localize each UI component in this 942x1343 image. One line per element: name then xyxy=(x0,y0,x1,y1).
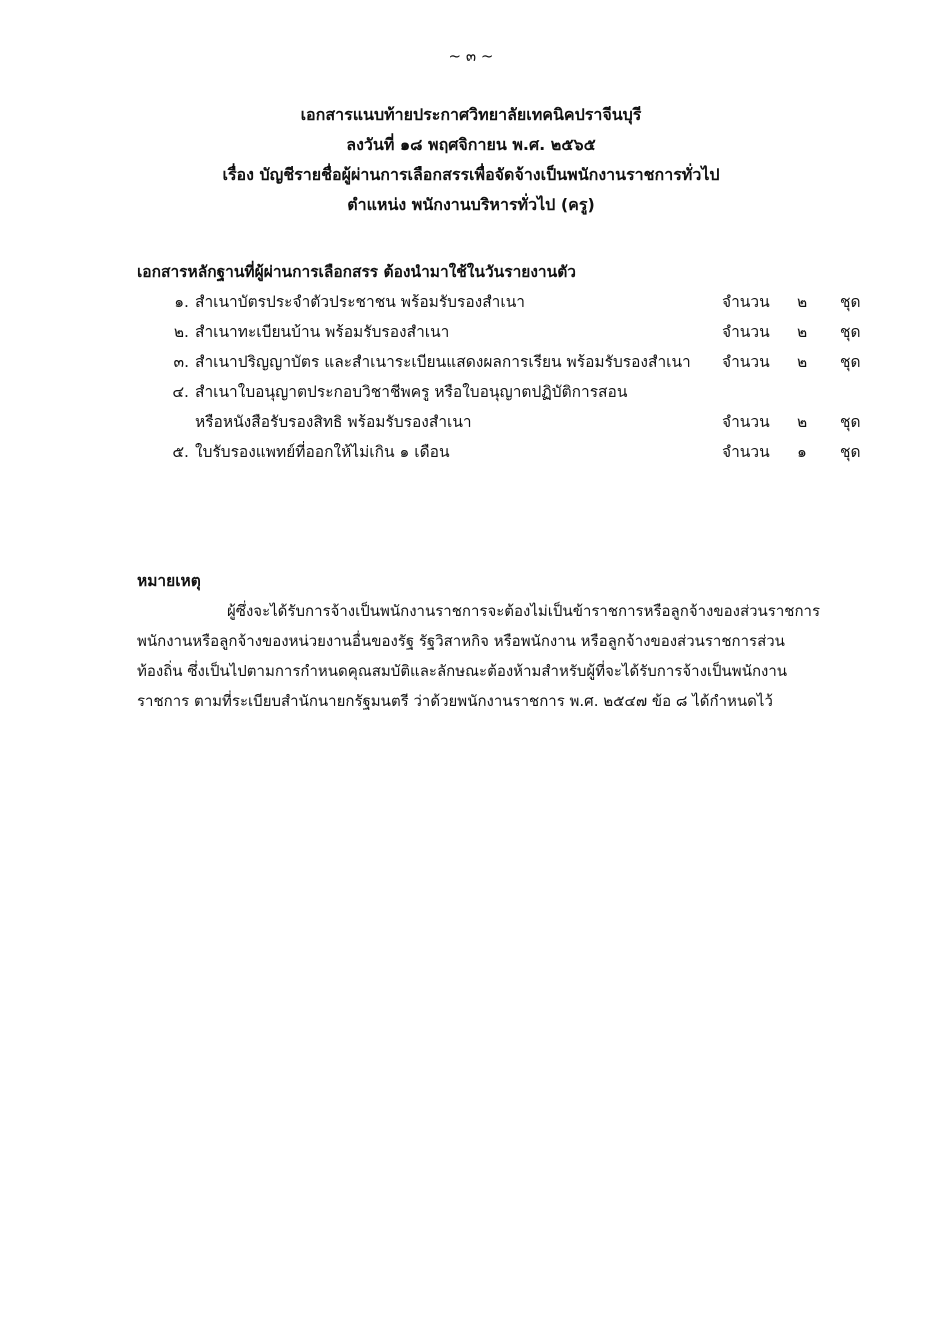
documents-list xyxy=(137,287,877,467)
remark-line: พนักงานหรือลูกจ้างของหน่วยงานอื่นของรัฐ รัฐวิสาหกิจ หรือพนักงาน หรือลูกจ้างของส่วนราชการส่วน xyxy=(137,632,785,650)
item-unit: ชุด xyxy=(840,323,861,341)
item-quantity: ๒ xyxy=(797,413,808,431)
list-item-continuation xyxy=(137,407,877,437)
item-quantity-label: จำนวน xyxy=(722,413,770,431)
item-unit: ชุด xyxy=(840,443,861,461)
list-item xyxy=(137,287,877,317)
item-quantity-label: จำนวน xyxy=(722,323,770,341)
remark-paragraph xyxy=(137,596,877,716)
item-number: ๓. xyxy=(173,353,189,371)
header-subject: เรื่อง บัญชีรายชื่อผู้ผ่านการเลือกสรรเพื่อจัดจ้างเป็นพนักงานราชการทั่วไป xyxy=(222,165,720,184)
list-item xyxy=(137,377,877,407)
item-number: ๕. xyxy=(172,443,189,461)
item-quantity: ๑ xyxy=(797,443,807,461)
item-quantity: ๒ xyxy=(797,323,808,341)
documents-heading: เอกสารหลักฐานที่ผู้ผ่านการเลือกสรร ต้องนำมาใช้ในวันรายงานตัว xyxy=(137,263,576,281)
item-quantity-label: จำนวน xyxy=(722,293,770,311)
item-number: ๑. xyxy=(174,293,189,311)
remark-title: หมายเหตุ xyxy=(137,572,201,590)
item-description: สำเนาทะเบียนบ้าน พร้อมรับรองสำเนา xyxy=(195,323,450,341)
item-description: สำเนาบัตรประจำตัวประชาชน พร้อมรับรองสำเนา xyxy=(195,293,525,311)
item-description: ใบรับรองแพทย์ที่ออกให้ไม่เกิน ๑ เดือน xyxy=(195,443,450,461)
page-number: ~ ๓ ~ xyxy=(448,47,494,65)
item-description: สำเนาปริญญาบัตร และสำเนาระเบียนแสดงผลการเรียน พร้อมรับรองสำเนา xyxy=(195,353,691,371)
item-quantity: ๒ xyxy=(797,293,808,311)
list-item xyxy=(137,317,877,347)
item-unit: ชุด xyxy=(840,353,861,371)
header-position: ตำแหน่ง พนักงานบริหารทั่วไป (ครู) xyxy=(347,195,595,214)
item-number: ๒. xyxy=(173,323,189,341)
header-institution: เอกสารแนบท้ายประกาศวิทยาลัยเทคนิคปราจีนบุรี xyxy=(300,105,642,124)
item-unit: ชุด xyxy=(840,413,861,431)
header-date: ลงวันที่ ๑๘ พฤศจิกายน พ.ศ. ๒๕๖๕ xyxy=(346,135,596,154)
item-number: ๔. xyxy=(172,383,189,401)
document-header xyxy=(0,100,942,220)
item-quantity: ๒ xyxy=(797,353,808,371)
list-item xyxy=(137,437,877,467)
item-unit: ชุด xyxy=(840,293,861,311)
item-description: สำเนาใบอนุญาตประกอบวิชาชีพครู หรือใบอนุญาตปฏิบัติการสอน xyxy=(195,383,628,401)
list-item xyxy=(137,347,877,377)
remark-line: ราชการ ตามที่ระเบียบสำนักนายกรัฐมนตรี ว่าด้วยพนักงานราชการ พ.ศ. ๒๕๔๗ ข้อ ๘ ได้กำหนดไว้ xyxy=(137,692,773,710)
item-quantity-label: จำนวน xyxy=(722,443,770,461)
item-description-continued: หรือหนังสือรับรองสิทธิ พร้อมรับรองสำเนา xyxy=(195,413,472,431)
item-quantity-label: จำนวน xyxy=(722,353,770,371)
remark-line: ท้องถิ่น ซึ่งเป็นไปตามการกำหนดคุณสมบัติและลักษณะต้องห้ามสำหรับผู้ที่จะได้รับการจ้างเป็นพนักงาน xyxy=(137,662,788,680)
remark-line: ผู้ซึ่งจะได้รับการจ้างเป็นพนักงานราชการจะต้องไม่เป็นข้าราชการหรือลูกจ้างของส่วนราชการ xyxy=(227,602,821,620)
